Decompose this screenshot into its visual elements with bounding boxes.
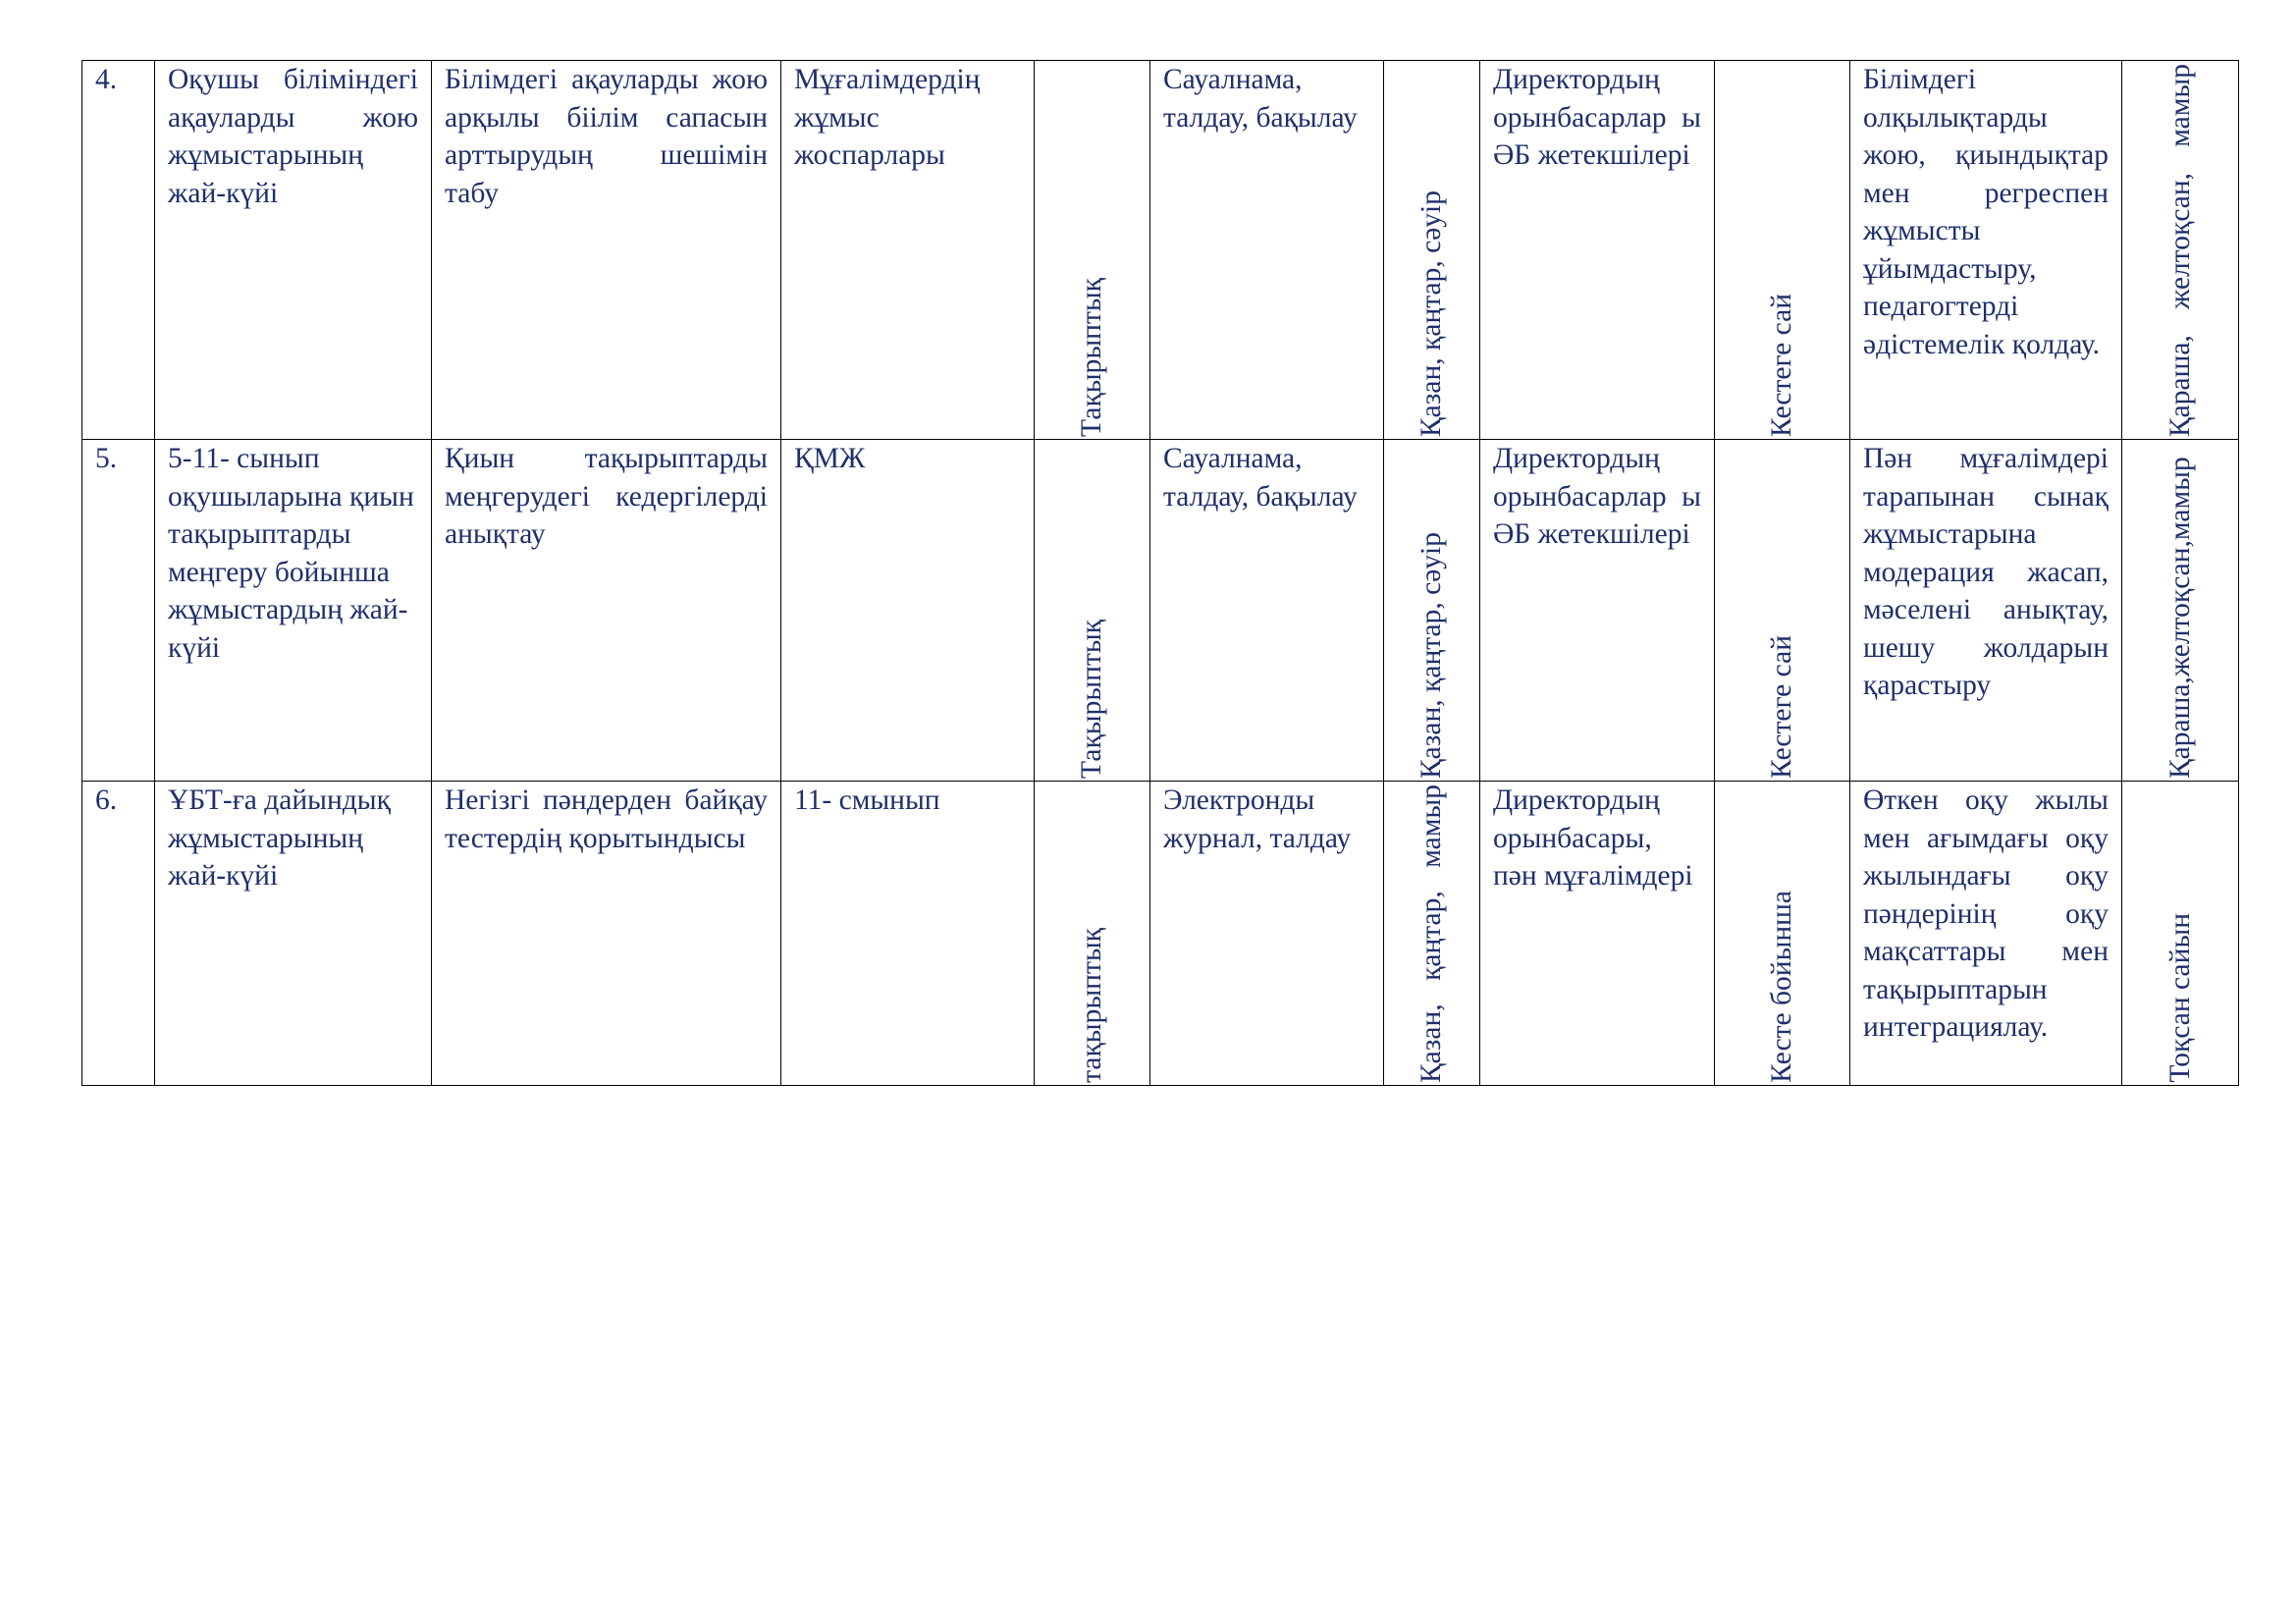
control-method: Сауалнама, талдау, бақылау	[1150, 61, 1384, 440]
control-goal: Негізгі пәндерден байқау тестердің қорытындысы	[432, 782, 781, 1086]
deadline-cell	[2122, 440, 2239, 782]
schedule-cell	[1715, 782, 1850, 1086]
control-type-cell	[1035, 61, 1150, 440]
responsible-persons: Директордың орынбасары, пән мұғалімдері	[1480, 782, 1715, 1086]
table-row	[82, 61, 2239, 440]
control-type-cell	[1035, 440, 1150, 782]
deadline: Тоқсан сайын	[2163, 913, 2196, 1083]
control-object: Мұғалімдердің жұмыс жоспарлары	[781, 61, 1035, 440]
expected-result: Өткен оқу жылы мен ағымдағы оқу жылындағы оқу пәндерінің оқу мақсаттары мен тақырыптарын интеграциялау.	[1850, 782, 2122, 1086]
schedule: Кесте бойынша	[1766, 891, 1798, 1083]
control-period-cell	[1384, 61, 1480, 440]
control-period-cell	[1384, 782, 1480, 1086]
control-type: Тақырыптық	[1076, 278, 1108, 437]
control-type: Тақырыптық	[1076, 620, 1108, 779]
deadline-cell	[2122, 61, 2239, 440]
schedule-cell	[1715, 61, 1850, 440]
control-object: 11- смынып	[781, 782, 1035, 1086]
expected-result: Пән мұғалімдері тарапынан сынақ жұмыстарына модерация жасап, мәселені анықтау, шешу жолдарын қарастыру	[1850, 440, 2122, 782]
row-number: 5.	[82, 440, 155, 782]
responsible-persons: Директордың орынбасарлар ы ӘБ жетекшілері	[1480, 61, 1715, 440]
deadline-cell	[2122, 782, 2239, 1086]
control-period: Қазан, қаңтар, мамыр	[1415, 785, 1448, 1083]
control-period: Қазан, қаңтар, сәуір	[1415, 532, 1448, 779]
row-number: 4.	[82, 61, 155, 440]
table-row	[82, 782, 2239, 1086]
control-object: ҚМЖ	[781, 440, 1035, 782]
control-goal: Қиын тақырыптарды меңгерудегі кедергілерді анықтау	[432, 440, 781, 782]
schedule-cell	[1715, 440, 1850, 782]
control-topic: ҰБТ-ға дайындық жұмыстарының жай-күйі	[155, 782, 432, 1086]
control-period-cell	[1384, 440, 1480, 782]
responsible-persons: Директордың орынбасарлар ы ӘБ жетекшілері	[1480, 440, 1715, 782]
deadline: Қараша, желтоқсан, мамыр	[2163, 64, 2196, 437]
expected-result: Білімдегі олқылықтарды жою, қиындықтар мен регреспен жұмысты ұйымдастыру, педагогтерді әдістемелік қолдау.	[1850, 61, 2122, 440]
schedule: Кестеге сай	[1766, 635, 1798, 779]
plan-table	[81, 60, 2239, 1086]
control-topic: 5-11- сынып оқушыларына қиын тақырыптарды меңгеру бойынша жұмыстардың жай-күйі	[155, 440, 432, 782]
row-number: 6.	[82, 782, 155, 1086]
control-type-cell	[1035, 782, 1150, 1086]
control-topic: Оқушы біліміндегі ақауларды жою жұмыстарының жай-күйі	[155, 61, 432, 440]
table-row	[82, 440, 2239, 782]
schedule: Кестеге сай	[1766, 294, 1798, 437]
control-method: Электронды журнал, талдау	[1150, 782, 1384, 1086]
deadline: Қараша,желтоқсан,мамыр	[2163, 457, 2196, 779]
control-method: Сауалнама, талдау, бақылау	[1150, 440, 1384, 782]
control-period: Қазан, қаңтар, сәуір	[1415, 190, 1448, 437]
control-goal: Білімдегі ақауларды жою арқылы біілім сапасын арттырудың шешімін табу	[432, 61, 781, 440]
control-type: тақырыптық	[1076, 928, 1108, 1083]
